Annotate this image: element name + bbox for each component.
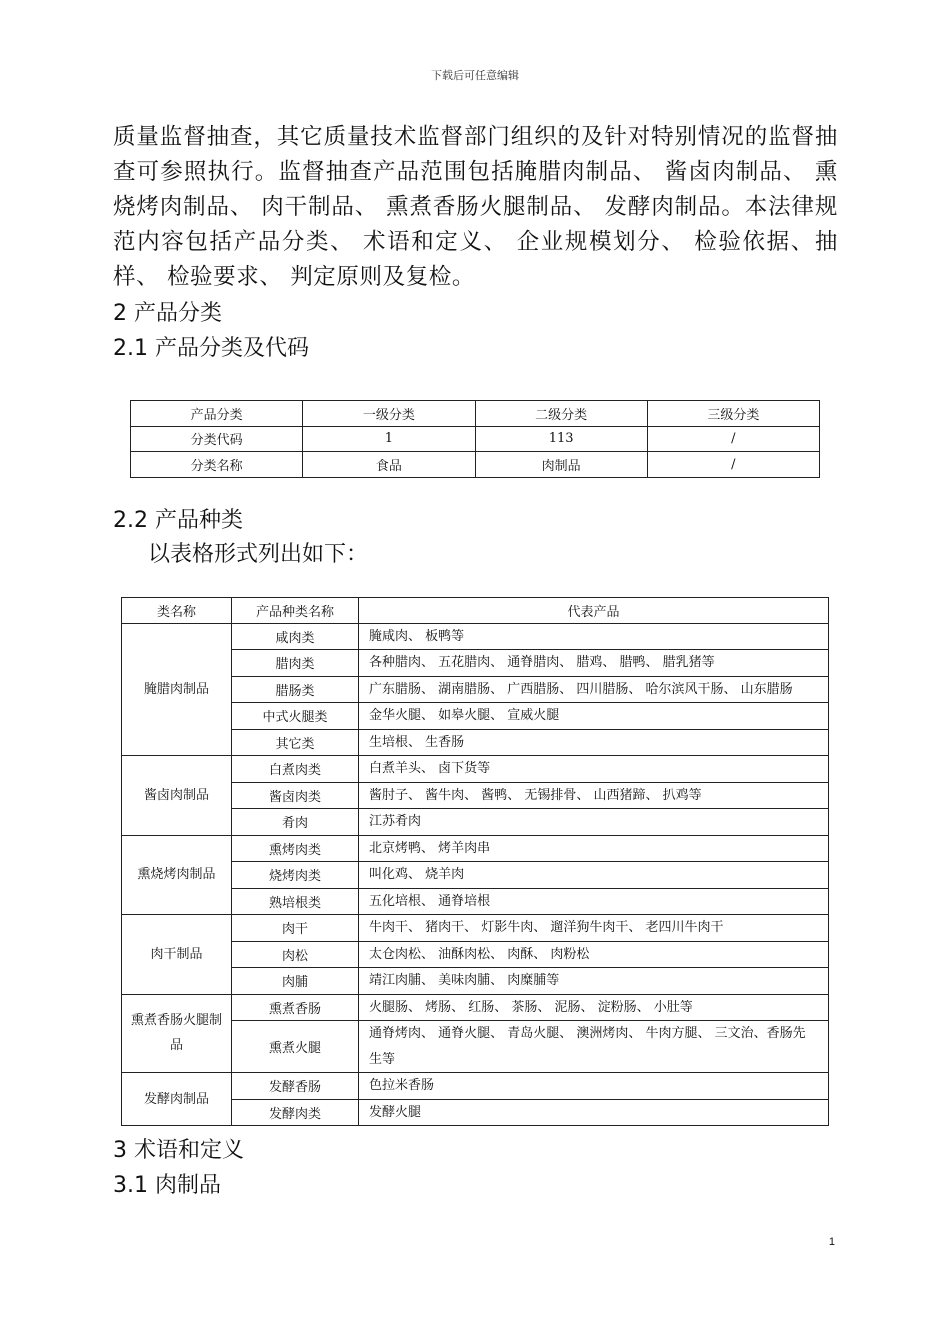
type-cell: 肉脯	[232, 968, 359, 995]
type-cell: 烧烤肉类	[232, 862, 359, 889]
header-cell: 一级分类	[303, 401, 475, 427]
products-cell: 发酵火腿	[359, 1099, 829, 1126]
category-cell: 肉干制品	[122, 915, 232, 995]
table-cell: 1	[303, 426, 475, 452]
products-cell: 金华火腿、 如皋火腿、 宣威火腿	[359, 703, 829, 730]
table-row	[122, 1073, 829, 1100]
category-cell: 腌腊肉制品	[122, 623, 232, 756]
products-cell: 北京烤鸭、 烤羊肉串	[359, 835, 829, 862]
products-cell: 白煮羊头、 卤下货等	[359, 756, 829, 783]
type-cell: 熏烤肉类	[232, 835, 359, 862]
table-cell: 分类代码	[131, 426, 303, 452]
type-cell: 肉干	[232, 915, 359, 942]
type-cell: 肉松	[232, 941, 359, 968]
category-cell: 熏煮香肠火腿制品	[122, 994, 232, 1073]
section-3-heading: 3 术语和定义	[113, 1138, 244, 1163]
header-cell: 三级分类	[647, 401, 819, 427]
header-cell: 产品分类	[131, 401, 303, 427]
products-cell: 牛肉干、 猪肉干、 灯影牛肉、 遛洋狗牛肉干、 老四川牛肉干	[359, 915, 829, 942]
category-cell: 酱卤肉制品	[122, 756, 232, 836]
table-row	[122, 994, 829, 1021]
type-cell: 白煮肉类	[232, 756, 359, 783]
type-cell: 熏煮香肠	[232, 994, 359, 1021]
products-cell: 太仓肉松、 油酥肉松、 肉酥、 肉粉松	[359, 941, 829, 968]
page-header: 下载后可任意编辑	[431, 69, 519, 82]
intro-paragraph: 质量监督抽查，其它质量技术监督部门组织的及针对特别情况的监督抽查可参照执行。监督抽查产品范围包括腌腊肉制品、 酱卤肉制品、 熏烧烤肉制品、 肉干制品、 熏煮香肠火腿制品、 发酵肉制品。本法律规范内容包括产品分类、 术语和定义、 企业规模划分、 检验依据、抽样、 检验要求、 判定原则及复检。	[113, 124, 838, 290]
products-cell: 生培根、 生香肠	[359, 729, 829, 756]
section-2-2-subheading: 以表格形式列出如下：	[148, 542, 369, 567]
products-cell: 靖江肉脯、 美味肉脯、 肉糜脯等	[359, 968, 829, 995]
type-cell: 肴肉	[232, 809, 359, 836]
header-cell: 二级分类	[475, 401, 647, 427]
products-cell: 广东腊肠、 湖南腊肠、 广西腊肠、 四川腊肠、 哈尔滨风干肠、 山东腊肠	[359, 676, 829, 703]
table-cell: /	[647, 452, 819, 478]
type-cell: 腊肉类	[232, 650, 359, 677]
section-2-heading: 2 产品分类	[113, 301, 222, 326]
products-cell: 酱肘子、 酱牛肉、 酱鸭、 无锡排骨、 山西猪蹄、 扒鸡等	[359, 782, 829, 809]
type-cell: 酱卤肉类	[232, 782, 359, 809]
products-cell: 五化培根、 通脊培根	[359, 888, 829, 915]
category-cell: 熏烧烤肉制品	[122, 835, 232, 915]
table-row	[131, 426, 820, 452]
table-header-row	[131, 401, 820, 427]
type-cell: 熏煮火腿	[232, 1021, 359, 1073]
table-row	[122, 835, 829, 862]
products-cell: 色拉米香肠	[359, 1073, 829, 1100]
table-header-row	[122, 598, 829, 624]
table-row	[122, 915, 829, 942]
product-code-table	[130, 400, 820, 478]
section-2-1-heading: 2.1 产品分类及代码	[113, 336, 309, 361]
products-cell: 火腿肠、 烤肠、 红肠、 茶肠、 泥肠、 淀粉肠、 小肚等	[359, 994, 829, 1021]
type-cell: 中式火腿类	[232, 703, 359, 730]
table-cell: /	[647, 426, 819, 452]
type-cell: 熟培根类	[232, 888, 359, 915]
type-cell: 发酵香肠	[232, 1073, 359, 1100]
table-row	[122, 623, 829, 650]
products-cell: 各种腊肉、 五花腊肉、 通脊腊肉、 腊鸡、 腊鸭、 腊乳猪等	[359, 650, 829, 677]
type-cell: 腊肠类	[232, 676, 359, 703]
header-cell: 类名称	[122, 598, 232, 624]
type-cell: 其它类	[232, 729, 359, 756]
page-number: 1	[828, 1236, 835, 1248]
table-cell: 食品	[303, 452, 475, 478]
products-cell: 江苏肴肉	[359, 809, 829, 836]
section-3-1-heading: 3.1 肉制品	[113, 1173, 221, 1198]
header-cell: 代表产品	[359, 598, 829, 624]
section-2-2-heading: 2.2 产品种类	[113, 508, 243, 533]
product-types-table	[121, 597, 829, 1126]
table-cell: 113	[475, 426, 647, 452]
table-row	[122, 756, 829, 783]
table-cell: 分类名称	[131, 452, 303, 478]
products-cell: 腌咸肉、 板鸭等	[359, 623, 829, 650]
category-cell: 发酵肉制品	[122, 1073, 232, 1126]
type-cell: 咸肉类	[232, 623, 359, 650]
table-cell: 肉制品	[475, 452, 647, 478]
header-cell: 产品种类名称	[232, 598, 359, 624]
products-cell: 通脊烤肉、 通脊火腿、 青岛火腿、 澳洲烤肉、 牛肉方腿、 三文治、香肠先生等	[359, 1021, 829, 1073]
type-cell: 发酵肉类	[232, 1099, 359, 1126]
products-cell: 叫化鸡、 烧羊肉	[359, 862, 829, 889]
table-row	[131, 452, 820, 478]
product-types-body	[122, 598, 829, 1126]
